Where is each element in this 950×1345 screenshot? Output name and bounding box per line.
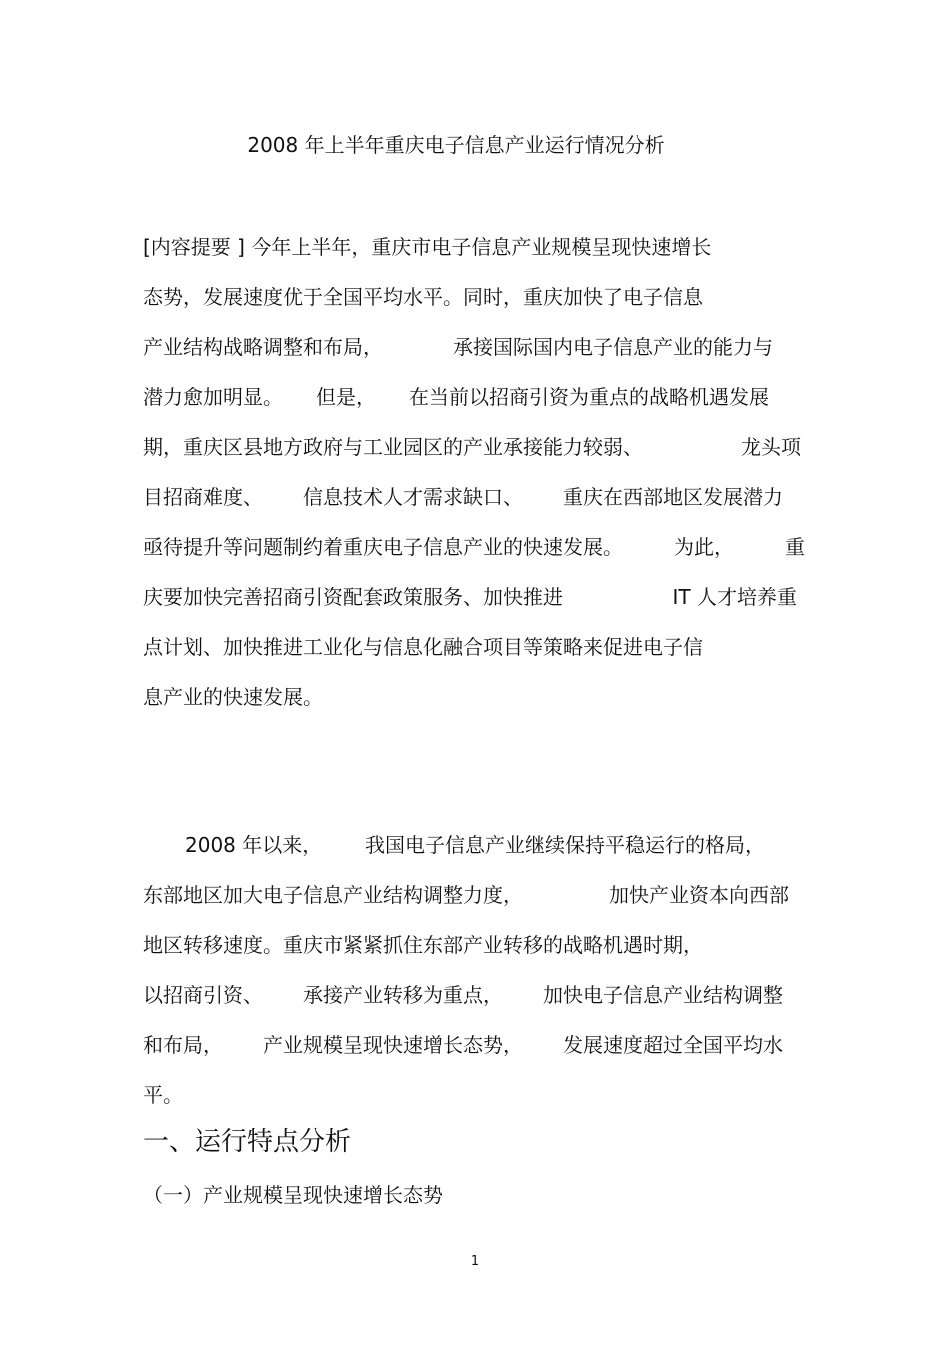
summary-line bbox=[143, 572, 797, 622]
body-paragraph bbox=[143, 820, 813, 1120]
text-segment: [内容提要 ] 今年上半年，重庆市电子信息产业规模呈现快速增长 bbox=[143, 235, 712, 259]
text-segment: 信息技术人才需求缺口、 bbox=[303, 485, 523, 509]
text-segment: 地区转移速度。重庆市紧紧抓住东部产业转移的战略机遇时期， bbox=[143, 933, 703, 957]
summary-line bbox=[143, 222, 813, 272]
text-segment: 目招商难度、 bbox=[143, 485, 263, 509]
summary-paragraph bbox=[143, 222, 813, 722]
subsection-heading: （一）产业规模呈现快速增长态势 bbox=[143, 1183, 443, 1207]
text-segment: 态势，发展速度优于全国平均水平。同时，重庆加快了电子信息 bbox=[143, 285, 703, 309]
text-segment: 庆要加快完善招商引资配套政策服务、加快推进 bbox=[143, 585, 563, 609]
text-segment: 息产业的快速发展。 bbox=[143, 685, 323, 709]
text-segment: 产业结构战略调整和布局， bbox=[143, 335, 383, 359]
summary-line bbox=[143, 622, 813, 672]
text-segment: 承接产业转移为重点， bbox=[303, 983, 503, 1007]
text-segment: 重庆在西部地区发展潜力 bbox=[563, 485, 783, 509]
summary-line bbox=[143, 422, 801, 472]
section-heading: 一、运行特点分析 bbox=[143, 1127, 352, 1157]
text-segment: 亟待提升等问题制约着重庆电子信息产业的快速发展。 bbox=[143, 535, 623, 559]
page-number: 1 bbox=[470, 1254, 480, 1269]
summary-line bbox=[143, 672, 813, 722]
text-segment: 发展速度超过全国平均水 bbox=[563, 1033, 783, 1057]
body-line bbox=[143, 820, 765, 870]
body-line bbox=[143, 870, 789, 920]
text-segment: 2008 年以来， bbox=[185, 833, 323, 857]
text-segment: 期，重庆区县地方政府与工业园区的产业承接能力较弱、 bbox=[143, 435, 643, 459]
body-line bbox=[143, 920, 813, 970]
text-segment: 重 bbox=[785, 535, 805, 559]
text-segment: IT 人才培养重 bbox=[672, 585, 797, 609]
text-segment: 和布局， bbox=[143, 1033, 223, 1057]
body-line bbox=[143, 1070, 813, 1120]
summary-line bbox=[143, 472, 783, 522]
summary-line bbox=[143, 522, 805, 572]
text-segment: 在当前以招商引资为重点的战略机遇发展 bbox=[409, 385, 769, 409]
body-line bbox=[143, 1020, 783, 1070]
text-segment: 加快产业资本向西部 bbox=[609, 883, 789, 907]
text-segment: 承接国际国内电子信息产业的能力与 bbox=[453, 335, 773, 359]
document-title: 2008 年上半年重庆电子信息产业运行情况分析 bbox=[247, 133, 665, 157]
text-segment: 龙头项 bbox=[741, 435, 801, 459]
text-segment: 为此， bbox=[674, 535, 734, 559]
text-segment: 但是， bbox=[316, 385, 376, 409]
text-segment: 潜力愈加明显。 bbox=[143, 385, 283, 409]
text-segment: 我国电子信息产业继续保持平稳运行的格局， bbox=[365, 833, 765, 857]
summary-line bbox=[143, 322, 773, 372]
text-segment: 以招商引资、 bbox=[143, 983, 263, 1007]
summary-line bbox=[143, 372, 769, 422]
text-segment: 点计划、加快推进工业化与信息化融合项目等策略来促进电子信 bbox=[143, 635, 703, 659]
text-segment: 东部地区加大电子信息产业结构调整力度， bbox=[143, 883, 523, 907]
text-segment: 加快电子信息产业结构调整 bbox=[543, 983, 783, 1007]
text-segment: 产业规模呈现快速增长态势， bbox=[263, 1033, 523, 1057]
summary-line bbox=[143, 272, 813, 322]
body-line bbox=[143, 970, 783, 1020]
text-segment: 平。 bbox=[143, 1083, 183, 1107]
